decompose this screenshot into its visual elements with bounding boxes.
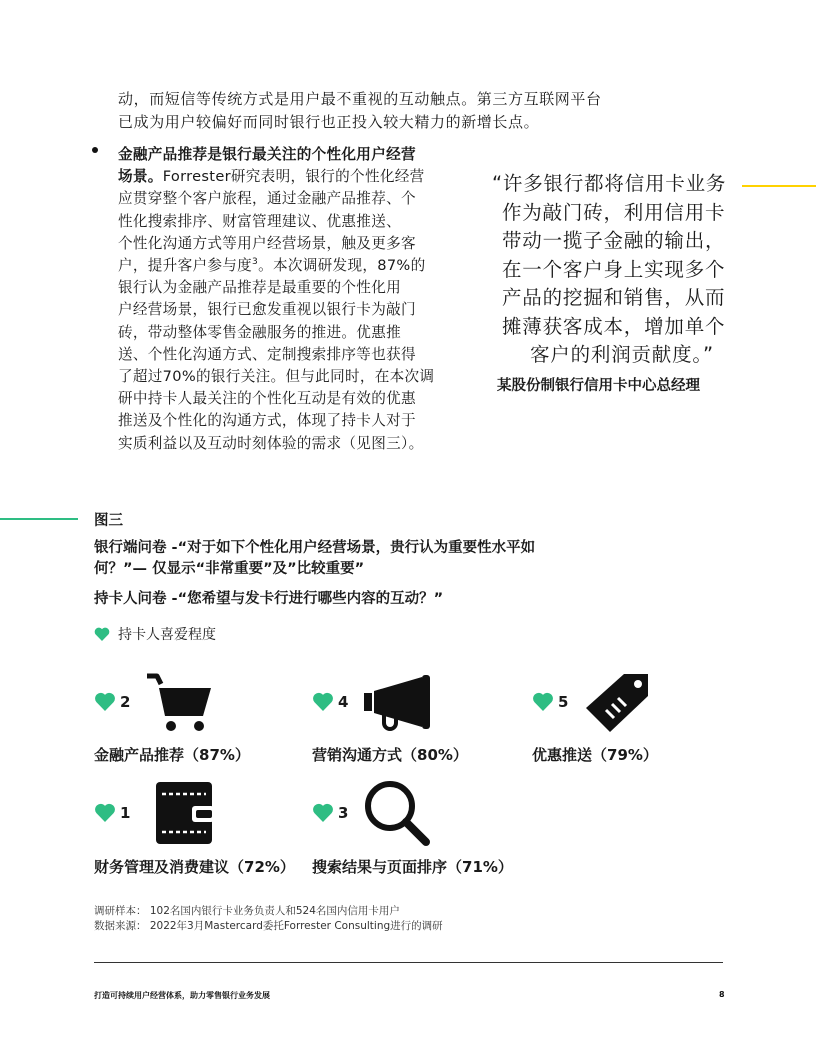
bullet-line: 个性化沟通方式等用户经营场景，触及更多客	[118, 234, 416, 252]
quote-line: 摊薄获客成本，增加单个	[502, 314, 726, 338]
quote-line: 作为敲门砖，利用信用卡	[502, 200, 726, 224]
footer-title: 打造可持续用户经营体系，助力零售银行业务发展	[94, 991, 270, 1000]
heart-icon	[94, 692, 116, 711]
bullet-line	[118, 255, 458, 277]
bullet-line: 送、个性化沟通方式、定制搜索排序等也获得	[118, 345, 416, 363]
pull-quote	[492, 170, 732, 370]
rank-number: 2	[120, 692, 131, 711]
source-note: 数据来源： 2022年3月Mastercard委托Forrester Consulting进行的调研	[94, 920, 443, 932]
rank-badge	[312, 803, 348, 822]
bullet-line: 银行认为金融产品推荐是最重要的个性化用	[118, 279, 401, 297]
quote-line: 客户的利润贡献度。”	[530, 343, 714, 366]
bullet-dot	[92, 147, 98, 153]
bullet-paragraph	[118, 144, 458, 455]
bullet-line: 研中持卡人最关注的个性化互动是有效的优惠	[118, 390, 416, 408]
quote-accent-line	[742, 185, 816, 187]
bullet-text: Forrester研究表明，银行的个性化经营	[162, 168, 425, 186]
heart-icon	[94, 627, 110, 641]
bank-question-line1: 银行端问卷 -“对于如下个性化用户经营场景，贵行认为重要性水平如	[94, 540, 536, 556]
bullet-line: 应贯穿整个客户旅程，通过金融产品推荐、个	[118, 190, 416, 208]
bullet-line: 性化搜索排序、财富管理建议、优惠推送、	[118, 212, 401, 230]
quote-author: 某股份制银行信用卡中心总经理	[497, 378, 700, 394]
heart-icon	[312, 803, 334, 822]
rank-number: 5	[558, 692, 569, 711]
legend	[94, 624, 216, 644]
shopping-cart-icon	[145, 672, 213, 732]
rank-badge	[94, 803, 130, 822]
rank-badge	[532, 692, 568, 711]
cardholder-question: 持卡人问卷 -“您希望与发卡行进行哪些内容的互动？”	[94, 591, 444, 607]
wallet-icon	[154, 780, 216, 846]
bullet-text: 。本次调研发现，87%的	[258, 257, 426, 275]
quote-line: 产品的挖掘和销售，从而	[502, 286, 726, 309]
bullet-line: 实质利益以及互动时刻体验的需求（见图三）。	[118, 434, 424, 452]
quote-line: “许多银行都将信用卡业务	[492, 172, 727, 195]
footer-divider	[94, 962, 723, 963]
intro-paragraph	[118, 88, 602, 134]
item-label: 优惠推送（79%）	[532, 746, 658, 764]
item-label: 金融产品推荐（87%）	[94, 746, 250, 764]
magnifier-icon	[362, 778, 432, 846]
sample-note: 调研样本： 102名国内银行卡业务负责人和524名国内信用卡用户	[94, 905, 400, 917]
bullet-heading-end: 场景。	[118, 168, 163, 186]
paragraph-line: 已成为用户较偏好而同时银行也正投入较大精力的新增长点。	[118, 113, 540, 131]
item-label: 搜索结果与页面排序（71%）	[312, 858, 513, 876]
bullet-line: 了超过70%的银行关注。但与此同时，在本次调	[118, 368, 435, 386]
quote-line: 在一个客户身上实现多个	[502, 257, 726, 281]
item-label: 财务管理及消费建议（72%）	[94, 858, 295, 876]
figure-notes	[94, 904, 443, 934]
rank-badge	[94, 692, 130, 711]
page-number: 8	[719, 990, 725, 999]
rank-number: 1	[120, 803, 131, 822]
quote-line: 带动一揽子金融的输出，	[502, 229, 726, 252]
paragraph-line: 动，而短信等传统方式是用户最不重视的互动触点。第三方互联网平台	[118, 90, 602, 108]
footnote-ref[interactable]: 3	[252, 257, 259, 268]
rank-number: 3	[338, 803, 349, 822]
figure-title: 图三	[94, 513, 123, 529]
heart-icon	[312, 692, 334, 711]
item-label: 营销沟通方式（80%）	[312, 746, 468, 764]
bank-question-line2: 何？”— 仅显示“非常重要”及”比较重要”	[94, 561, 365, 577]
rank-badge	[312, 692, 348, 711]
bullet-line: 砖，带动整体零售金融服务的推进。优惠推	[118, 323, 401, 341]
bullet-line: 推送及个性化的沟通方式，体现了持卡人对于	[118, 412, 416, 430]
heart-icon	[94, 803, 116, 822]
bullet-heading: 金融产品推荐是银行最关注的个性化用户经营	[118, 146, 416, 163]
price-tag-icon	[584, 670, 652, 734]
figure-accent-line	[0, 518, 78, 520]
heart-icon	[532, 692, 554, 711]
legend-label: 持卡人喜爱程度	[118, 627, 216, 643]
bullet-line: 户经营场景，银行已愈发重视以银行卡为敲门	[118, 301, 416, 319]
megaphone-icon	[362, 673, 434, 731]
bullet-line	[118, 166, 458, 188]
rank-number: 4	[338, 692, 349, 711]
bullet-text: 户，提升客户参与度	[118, 257, 253, 275]
